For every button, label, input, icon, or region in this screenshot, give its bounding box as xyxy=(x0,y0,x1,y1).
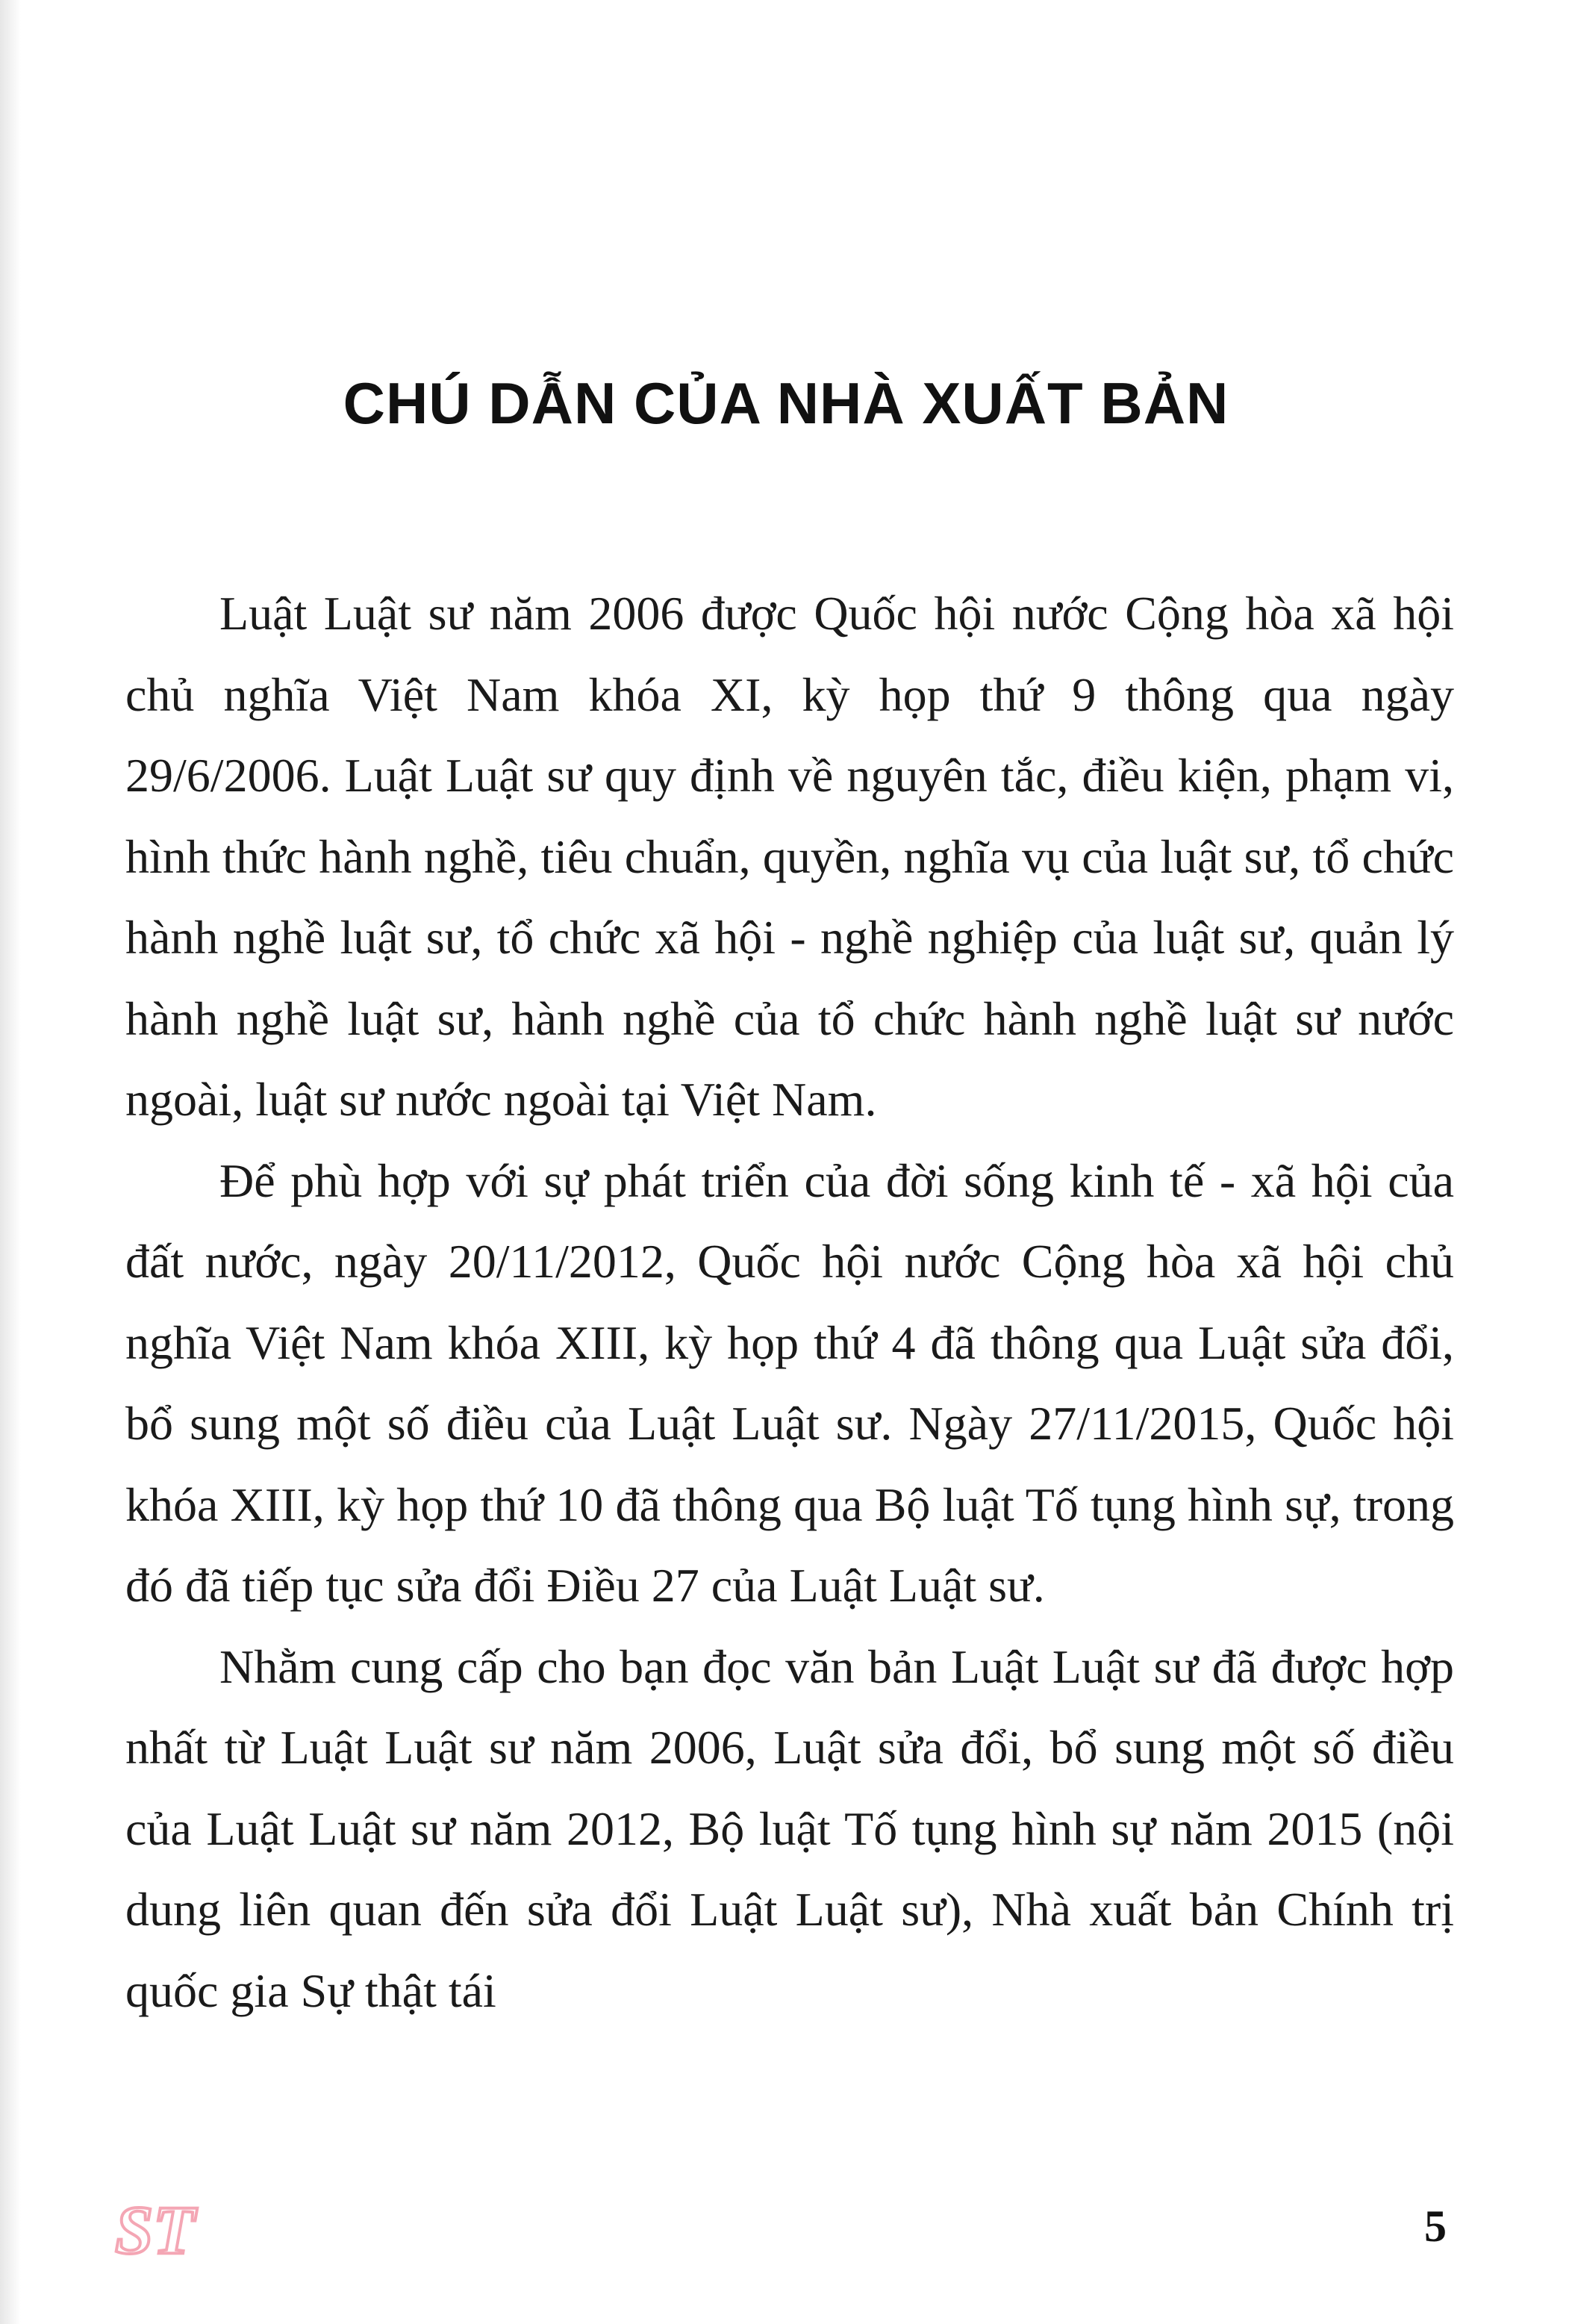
paragraph-2: Để phù hợp với sự phát triển của đời sống kinh tế - xã hội của đất nước, ngày 20/11/2012, Quốc hội nước Cộng hòa xã hội chủ nghĩa Việt Nam khóa XIII, kỳ họp thứ 4 đã thông qua Luật sửa đổi, bổ sung một số điều của Luật Luật sư. Ngày 27/11/2015, Quốc hội khóa XIII, kỳ họp thứ 10 đã thông qua Bộ luật Tố tụng hình sự, trong đó đã tiếp tục sửa đổi Điều 27 của Luật Luật sư. xyxy=(125,1153,1454,1612)
paragraph-1: Luật Luật sư năm 2006 được Quốc hội nước Cộng hòa xã hội chủ nghĩa Việt Nam khóa XI, kỳ họp thứ 9 thông qua ngày 29/6/2006. Luật Luật sư quy định về nguyên tắc, điều kiện, phạm vi, hình thức hành nghề, tiêu chuẩn, quyền, nghĩa vụ của luật sư, tổ chức hành nghề luật sư, tổ chức xã hội - nghề nghiệp của luật sư, quản lý hành nghề luật sư, hành nghề của tổ chức hành nghề luật sư nước ngoài, luật sư nước ngoài tại Việt Nam. xyxy=(125,587,1454,1126)
watermark-text: ST xyxy=(115,2192,196,2268)
page-title: CHÚ DẪN CỦA NHÀ XUẤT BẢN xyxy=(343,370,1229,436)
page-number: 5 xyxy=(1424,2202,1447,2251)
body-text xyxy=(125,573,1454,2031)
paragraph-3: Nhằm cung cấp cho bạn đọc văn bản Luật Luật sư đã được hợp nhất từ Luật Luật sư năm 2006, Luật sửa đổi, bổ sung một số điều của Luật Luật sư năm 2012, Bộ luật Tố tụng hình sự năm 2015 (nội dung liên quan đến sửa đổi Luật Luật sư), Nhà xuất bản Chính trị quốc gia Sự thật tái xyxy=(125,1639,1454,2017)
publisher-watermark-logo xyxy=(112,2186,196,2268)
page-edge-shadow xyxy=(0,0,21,2324)
